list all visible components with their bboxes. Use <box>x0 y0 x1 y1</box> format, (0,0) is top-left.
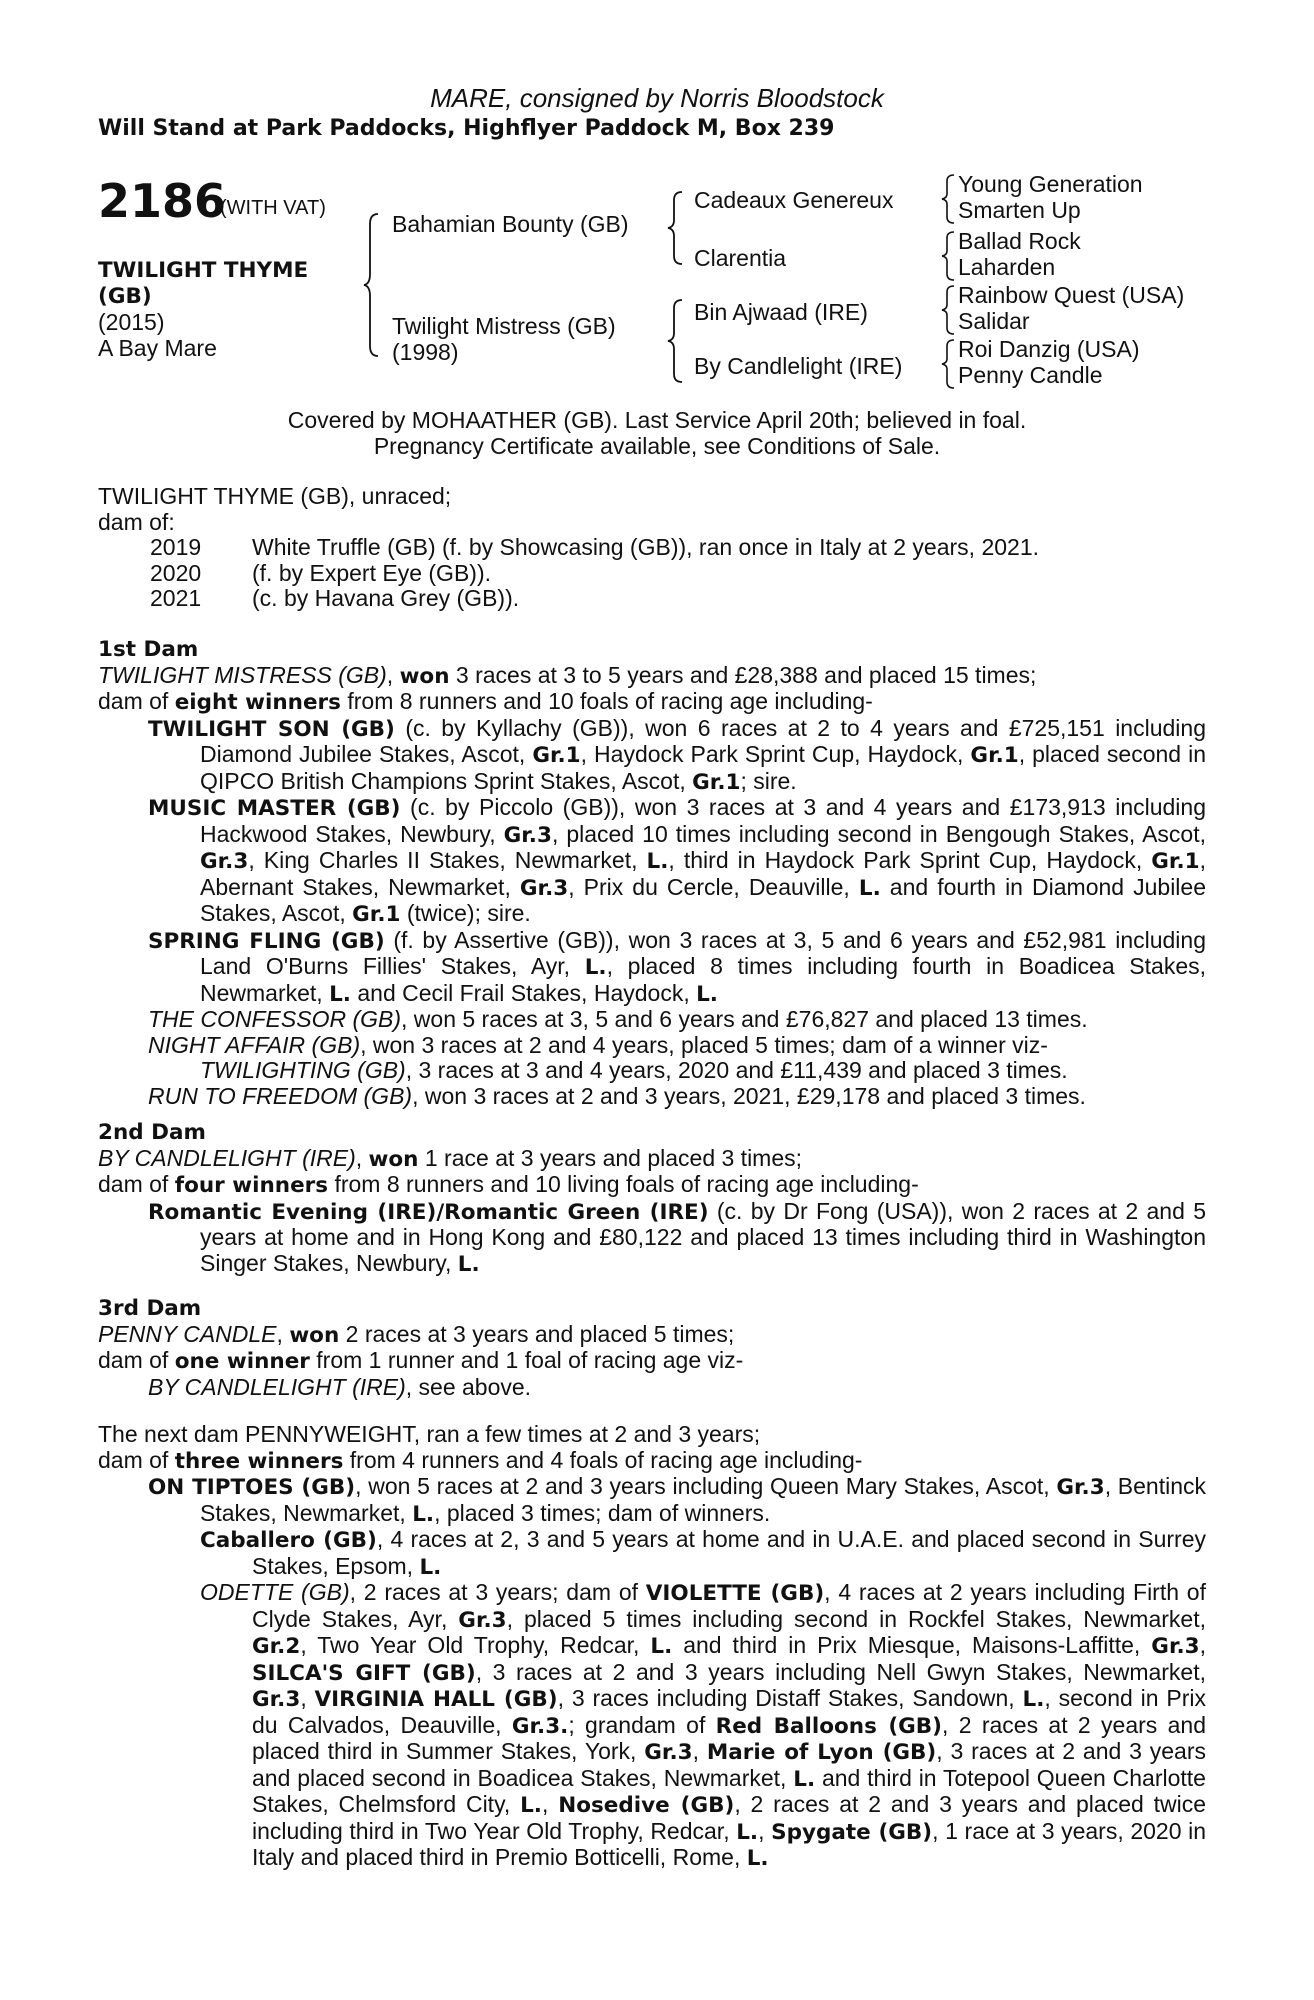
dam-of-line: dam of eight winners from 8 runners and 10 foals of racing age including- <box>98 688 873 715</box>
horse-origin: (GB) <box>98 284 152 309</box>
pedigree-brace-sire <box>666 188 686 268</box>
dam-record: TWILIGHT MISTRESS (GB), won 3 races at 3 to 5 years and £28,388 and placed 15 times; <box>98 661 1037 689</box>
second-dam-section <box>98 1120 1206 1277</box>
pedigree-g3-2: Smarten Up <box>958 197 1081 223</box>
progeny-name: NIGHT AFFAIR (GB) <box>148 1031 361 1058</box>
dam-record: PENNY CANDLE, won 2 races at 3 years and placed 5 times; <box>98 1320 735 1348</box>
pedigree-g3-7: Roi Danzig (USA) <box>958 336 1140 362</box>
vat-label: (WITH VAT) <box>220 197 326 219</box>
produce-year: 2019 <box>150 534 202 560</box>
third-dam-section <box>98 1296 1206 1400</box>
dam-name: TWILIGHT MISTRESS (GB) <box>98 661 387 688</box>
pedigree-brace-g3-1 <box>940 172 958 226</box>
grand-progeny-entry: TWILIGHTING (GB), 3 races at 3 and 4 years, 2020 and £11,439 and placed 3 times. <box>200 1057 1068 1083</box>
dam-record: BY CANDLELIGHT (IRE), won 1 race at 3 years and placed 3 times; <box>98 1144 803 1172</box>
produce-intro: TWILIGHT THYME (GB), unraced; <box>98 483 452 509</box>
dam-name: BY CANDLELIGHT (IRE) <box>98 1144 356 1171</box>
winners-count: one winner <box>174 1349 310 1374</box>
produce-year: 2020 <box>150 559 202 586</box>
winners-count: eight winners <box>174 690 341 715</box>
won-label: won <box>289 1322 340 1348</box>
progeny-name: SPRING FLING (GB) <box>148 928 385 954</box>
progeny-name: Caballero (GB) <box>200 1528 377 1553</box>
winners-count: three winners <box>174 1448 344 1474</box>
produce-text: (f. by Expert Eye (GB)). <box>252 559 491 586</box>
progeny-name: TWILIGHT SON (GB) <box>148 716 395 742</box>
dam-of-line: dam of three winners from 4 runners and 4 foals of racing age including- <box>98 1446 863 1474</box>
stand-location: Will Stand at Park Paddocks, Highflyer Paddock M, Box 239 <box>98 116 835 141</box>
pedigree-g3-6: Salidar <box>958 308 1030 334</box>
dam-of-line: dam of one winner from 1 runner and 1 foal of racing age viz- <box>98 1347 744 1374</box>
won-label: won <box>399 663 450 689</box>
produce-year: 2021 <box>150 585 202 611</box>
progeny-name: ON TIPTOES (GB) <box>148 1475 356 1500</box>
consignment-line: MARE, consigned by Norris Bloodstock <box>430 83 884 113</box>
pedigree-brace-g3-3 <box>940 283 958 337</box>
pedigree-brace-g3-4 <box>940 337 958 391</box>
first-dam-section <box>98 637 1206 1109</box>
progeny-name: ODETTE (GB) <box>200 1579 350 1605</box>
pedigree-dam-year: (1998) <box>392 339 459 365</box>
section-heading: 2nd Dam <box>98 1120 206 1145</box>
pedigree-dam-sire: Bin Ajwaad (IRE) <box>694 299 868 325</box>
pedigree-g3-1: Young Generation <box>958 171 1143 197</box>
progeny-name: TWILIGHTING (GB) <box>200 1057 406 1083</box>
pedigree-g3-8: Penny Candle <box>958 362 1103 388</box>
produce-row <box>98 586 1206 612</box>
progeny-entry: TWILIGHT SON (GB) (c. by Kyllachy (GB)), won 6 races at 2 to 4 years and £725,151 including Diamond Jubilee Stakes, Ascot, Gr.1, Haydock Park Sprint Cup, Haydock, Gr.1, placed second in QIPCO British Champions Sprint Stakes, Ascot, Gr.1; sire. <box>148 714 1206 795</box>
grand-progeny-entry: Caballero (GB), 4 races at 2, 3 and 5 years at home and in U.A.E. and placed second in Surrey Stakes, Epsom, L. <box>200 1526 1206 1580</box>
next-dam-intro: The next dam PENNYWEIGHT, ran a few times at 2 and 3 years; <box>98 1421 761 1447</box>
produce-text: (c. by Havana Grey (GB)). <box>252 585 520 611</box>
pedigree-g3-5: Rainbow Quest (USA) <box>958 282 1185 308</box>
pedigree-sire-dam: Clarentia <box>694 245 787 271</box>
produce-row <box>98 535 1206 561</box>
pedigree-brace-dam <box>666 296 686 386</box>
produce-text: White Truffle (GB) (f. by Showcasing (GB)), ran once in Italy at 2 years, 2021. <box>252 534 1040 560</box>
covering-note: Covered by MOHAATHER (GB). Last Service April 20th; believed in foal. <box>287 407 1027 433</box>
progeny-entry: THE CONFESSOR (GB), won 5 races at 3, 5 and 6 years and £76,827 and placed 13 times. <box>148 1006 1088 1032</box>
pedigree-dam: Twilight Mistress (GB) <box>392 313 616 339</box>
progeny-entry: MUSIC MASTER (GB) (c. by Piccolo (GB)), won 3 races at 3 and 4 years and £173,913 including Hackwood Stakes, Newbury, Gr.3, placed 10 times including second in Bengough Stakes, Ascot, Gr.3, King Charles II Stakes, Newmarket, L., third in Haydock Park Sprint Cup, Haydock, Gr.1, Abernant Stakes, Newmarket, Gr.3, Prix du Cercle, Deauville, L. and fourth in Diamond Jubilee Stakes, Ascot, Gr.1 (twice); sire. <box>148 794 1206 927</box>
won-label: won <box>368 1146 419 1172</box>
progeny-entry: Romantic Evening (IRE)/Romantic Green (IRE) (c. by Dr Fong (USA)), won 2 races at 2 and 5 years at home and in Hong Kong and £80,122 and placed 13 times including third in Washington Singer Stakes, Newbury, L. <box>148 1197 1206 1277</box>
progeny-entry: ON TIPTOES (GB), won 5 races at 2 and 3 years including Queen Mary Stakes, Ascot, Gr.3, Bentinck Stakes, Newmarket, L., placed 3 times; dam of winners. <box>148 1473 1207 1527</box>
progeny-entry: RUN TO FREEDOM (GB), won 3 races at 2 and 3 years, 2021, £29,178 and placed 3 times. <box>148 1082 1086 1109</box>
grand-progeny-entry: ODETTE (GB), 2 races at 3 years; dam of VIOLETTE (GB), 4 races at 2 years including Firth of Clyde Stakes, Ayr, Gr.3, placed 5 times including second in Rockfel Stakes, Newmarket, Gr.2, Two Year Old Trophy, Redcar, L. and third in Prix Miesque, Maisons-Laffitte, Gr.3, SILCA'S GIFT (GB), 3 races at 2 and 3 years including Nell Gwyn Stakes, Newmarket, Gr.3, VIRGINIA HALL (GB), 3 races including Distaff Stakes, Sandown, L., second in Prix du Calvados, Deauville, Gr.3.; grandam of Red Balloons (GB), 2 races at 2 years and placed third in Summer Stakes, York, Gr.3, Marie of Lyon (GB), 3 races at 2 and 3 years and placed second in Boadicea Stakes, Newmarket, L. and third in Totepool Queen Charlotte Stakes, Chelmsford City, L., Nosedive (GB), 2 races at 2 and 3 years and placed twice including third in Two Year Old Trophy, Redcar, L., Spygate (GB), 1 race at 3 years, 2020 in Italy and placed third in Premio Botticelli, Rome, L. <box>200 1579 1207 1871</box>
next-dam-section <box>98 1422 1206 1872</box>
progeny-entry: BY CANDLELIGHT (IRE), see above. <box>148 1373 532 1400</box>
pedigree-sire-sire: Cadeaux Genereux <box>694 187 894 213</box>
dam-name: PENNY CANDLE <box>98 1320 277 1347</box>
pedigree-g3-3: Ballad Rock <box>958 228 1081 254</box>
lot-number: 2186 <box>98 174 227 228</box>
horse-description: A Bay Mare <box>98 335 217 361</box>
pregnancy-note: Pregnancy Certificate available, see Conditions of Sale. <box>373 433 941 459</box>
progeny-name: RUN TO FREEDOM (GB) <box>148 1082 413 1109</box>
section-heading: 3rd Dam <box>98 1296 202 1321</box>
pedigree-sire: Bahamian Bounty (GB) <box>392 211 629 237</box>
pedigree-g3-4: Laharden <box>958 254 1056 280</box>
produce-record <box>98 484 1206 612</box>
progeny-entry: SPRING FLING (GB) (f. by Assertive (GB)), won 3 races at 3, 5 and 6 years and £52,981 including Land O'Burns Fillies' Stakes, Ayr, L., placed 8 times including fourth in Boadicea Stakes, Newmarket, L. and Cecil Frail Stakes, Haydock, L. <box>148 926 1206 1007</box>
produce-dam-of: dam of: <box>98 508 175 535</box>
progeny-name: Romantic Evening (IRE)/Romantic Green (IRE) <box>148 1199 709 1225</box>
progeny-name: BY CANDLELIGHT (IRE) <box>148 1373 406 1400</box>
section-heading: 1st Dam <box>98 637 199 662</box>
pedigree-brace-main <box>362 210 382 360</box>
horse-name: TWILIGHT THYME <box>98 258 309 283</box>
pedigree-dam-dam: By Candlelight (IRE) <box>694 353 903 379</box>
dam-of-line: dam of four winners from 8 runners and 10 living foals of racing age including- <box>98 1171 919 1198</box>
progeny-entry: NIGHT AFFAIR (GB), won 3 races at 2 and 4 years, placed 5 times; dam of a winner viz- <box>148 1031 1048 1058</box>
winners-count: four winners <box>174 1173 329 1198</box>
produce-row <box>98 561 1206 587</box>
horse-year: (2015) <box>98 309 165 335</box>
progeny-name: THE CONFESSOR (GB) <box>148 1006 402 1032</box>
progeny-name: MUSIC MASTER (GB) <box>148 796 401 821</box>
pedigree-brace-g3-2 <box>940 229 958 283</box>
